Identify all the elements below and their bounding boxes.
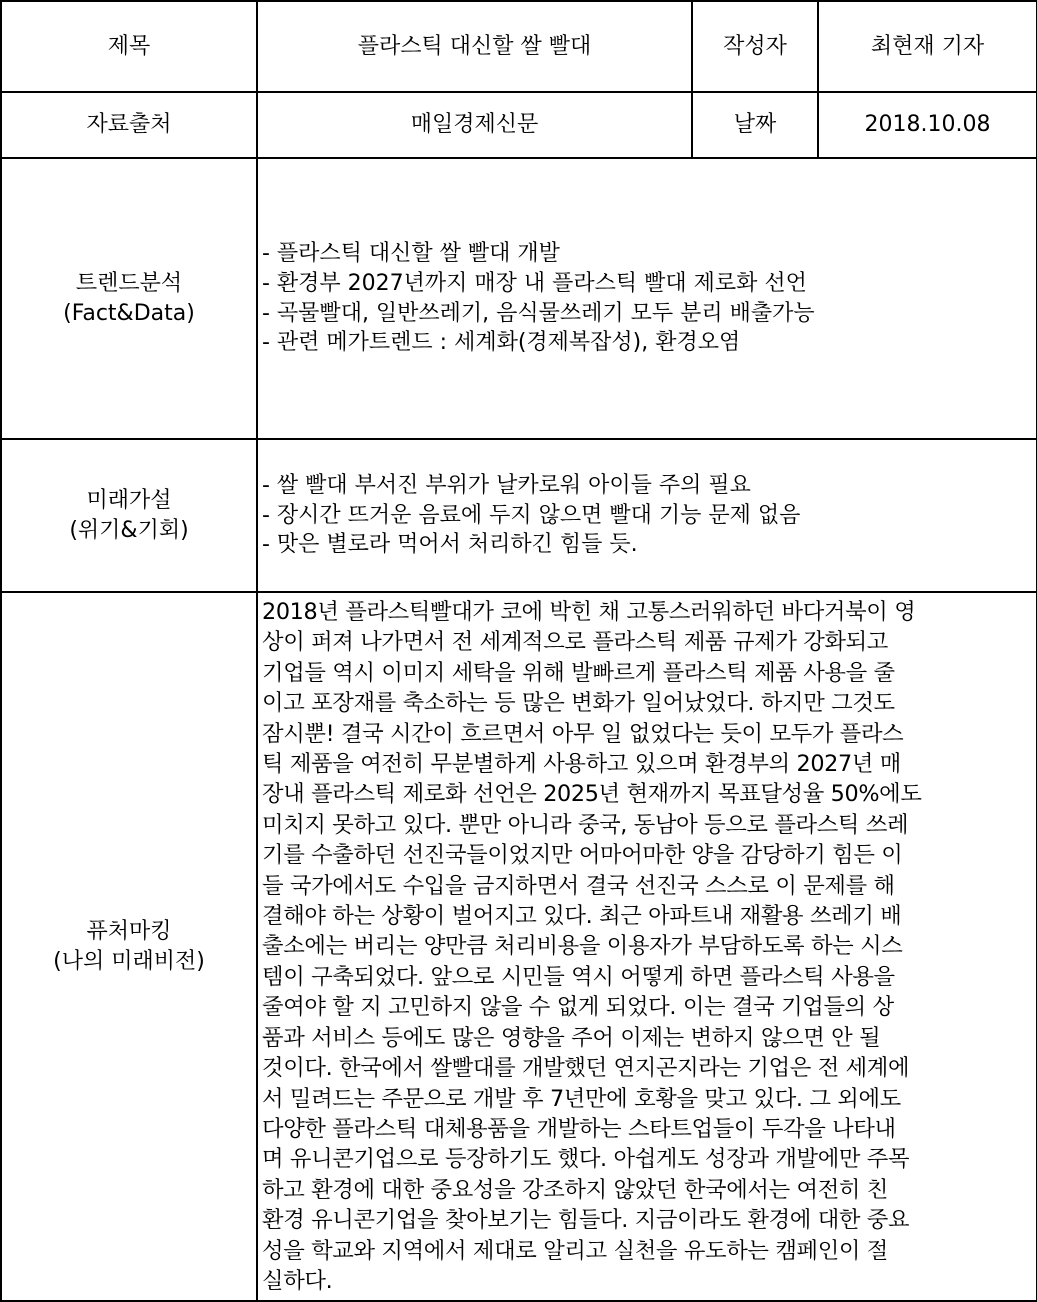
essay-line: 하고 환경에 대한 중요성을 강조하지 않았던 한국에서는 여전히 친 (262, 1176, 888, 1203)
essay-line: 출소에는 버리는 양만큼 처리비용을 이용자가 부담하도록 하는 시스 (262, 933, 903, 960)
date-value: 2018.10.08 (818, 92, 1037, 158)
trend-item: - 곡물빨대, 일반쓰레기, 음식물쓰레기 모두 분리 배출가능 (262, 300, 815, 326)
source-value: 매일경제신문 (257, 92, 692, 158)
hypothesis-label (1, 439, 257, 592)
essay-line: 다양한 플라스틱 대체용품을 개발하는 스타트업들이 두각을 나타내 (262, 1115, 896, 1142)
essay-line: 환경 유니콘기업을 찾아보기는 힘들다. 지금이라도 환경에 대한 중요 (262, 1207, 910, 1234)
essay-line: 상이 퍼져 나가면서 전 세계적으로 플라스틱 제품 규제가 강화되고 (262, 629, 888, 656)
essay-line: 성을 학교와 지역에서 제대로 알리고 실천을 유도하는 캠페인이 절 (262, 1237, 888, 1264)
trend-label-subtitle: (Fact&Data) (63, 300, 195, 326)
essay-line: 실하다. (262, 1267, 333, 1294)
title-label: 제목 (1, 1, 257, 92)
future-marking-label-subtitle: (나의 미래비전) (53, 948, 205, 974)
essay-line: 틱 제품을 여전히 무분별하게 사용하고 있으며 환경부의 2027년 매 (262, 751, 901, 778)
essay-line: 잠시뿐! 결국 시간이 흐르면서 아무 일 없었다는 듯이 모두가 플라스 (262, 720, 904, 747)
future-marking-essay (257, 592, 1037, 1301)
essay-line: 미치지 못하고 있다. 뿐만 아니라 중국, 동남아 등으로 플라스틱 쓰레 (262, 811, 909, 838)
hypothesis-label-title: 미래가설 (86, 487, 172, 513)
trend-item: - 관련 메가트렌드 : 세계화(경제복잡성), 환경오염 (262, 330, 741, 356)
title-value: 플라스틱 대신할 쌀 빨대 (257, 1, 692, 92)
essay-line: 이고 포장재를 축소하는 등 많은 변화가 일어났었다. 하지만 그것도 (262, 690, 895, 717)
essay-line: 기를 수출하던 선진국들이었지만 어마어마한 양을 감당하기 힘든 이 (262, 842, 903, 869)
essay-line: 품과 서비스 등에도 많은 영향을 주어 이제는 변하지 않으면 안 될 (262, 1024, 881, 1051)
trend-label (1, 158, 257, 439)
trend-row (1, 158, 1037, 439)
essay-line: 것이다. 한국에서 쌀빨대를 개발했던 연지곤지라는 기업은 전 세계에 (262, 1055, 910, 1082)
essay-line: 2018년 플라스틱빨대가 코에 박힌 채 고통스러워하던 바다거북이 영 (262, 599, 916, 625)
future-marking-row (1, 592, 1037, 1301)
author-value: 최현재 기자 (818, 1, 1037, 92)
hypothesis-item: - 쌀 빨대 부서진 부위가 날카로워 아이들 주의 필요 (262, 472, 751, 498)
hypothesis-item: - 맛은 별로라 먹어서 처리하긴 힘들 듯. (262, 532, 638, 558)
hypothesis-label-subtitle: (위기&기회) (69, 517, 189, 543)
trend-item: - 플라스틱 대신할 쌀 빨대 개발 (262, 241, 560, 267)
essay-line: 서 밀려드는 주문으로 개발 후 7년만에 호황을 맞고 있다. 그 외에도 (262, 1085, 901, 1112)
source-label: 자료출처 (1, 92, 257, 158)
hypothesis-item: - 장시간 뜨거운 음료에 두지 않으면 빨대 기능 문제 없음 (262, 502, 801, 528)
title-row (1, 1, 1037, 92)
essay-line: 들 국가에서도 수입을 금지하면서 결국 선진국 스스로 이 문제를 해 (262, 872, 895, 899)
source-row (1, 92, 1037, 158)
hypothesis-content (257, 439, 1037, 592)
trend-content (257, 158, 1037, 439)
essay-line: 줄여야 할 지 고민하지 않을 수 없게 되었다. 이는 결국 기업들의 상 (262, 994, 894, 1021)
essay-line: 장내 플라스틱 제로화 선언은 2025년 현재까지 목표달성율 50%에도 (262, 781, 922, 808)
essay-line: 며 유니콘기업으로 등장하기도 했다. 아쉽게도 성장과 개발에만 주목 (262, 1146, 910, 1173)
hypothesis-row (1, 439, 1037, 592)
essay-line: 템이 구축되었다. 앞으로 시민들 역시 어떻게 하면 플라스틱 사용을 (262, 963, 895, 990)
date-label: 날짜 (692, 92, 818, 158)
author-label: 작성자 (692, 1, 818, 92)
trend-label-title: 트렌드분석 (75, 270, 183, 296)
trend-item: - 환경부 2027년까지 매장 내 플라스틱 빨대 제로화 선언 (262, 270, 807, 296)
essay-line: 결해야 하는 상황이 벌어지고 있다. 최근 아파트내 재활용 쓰레기 배 (262, 903, 902, 930)
essay-line: 기업들 역시 이미지 세탁을 위해 발빠르게 플라스틱 제품 사용을 줄 (262, 659, 895, 686)
future-marking-label-title: 퓨처마킹 (86, 918, 172, 944)
future-marking-label (1, 592, 257, 1301)
